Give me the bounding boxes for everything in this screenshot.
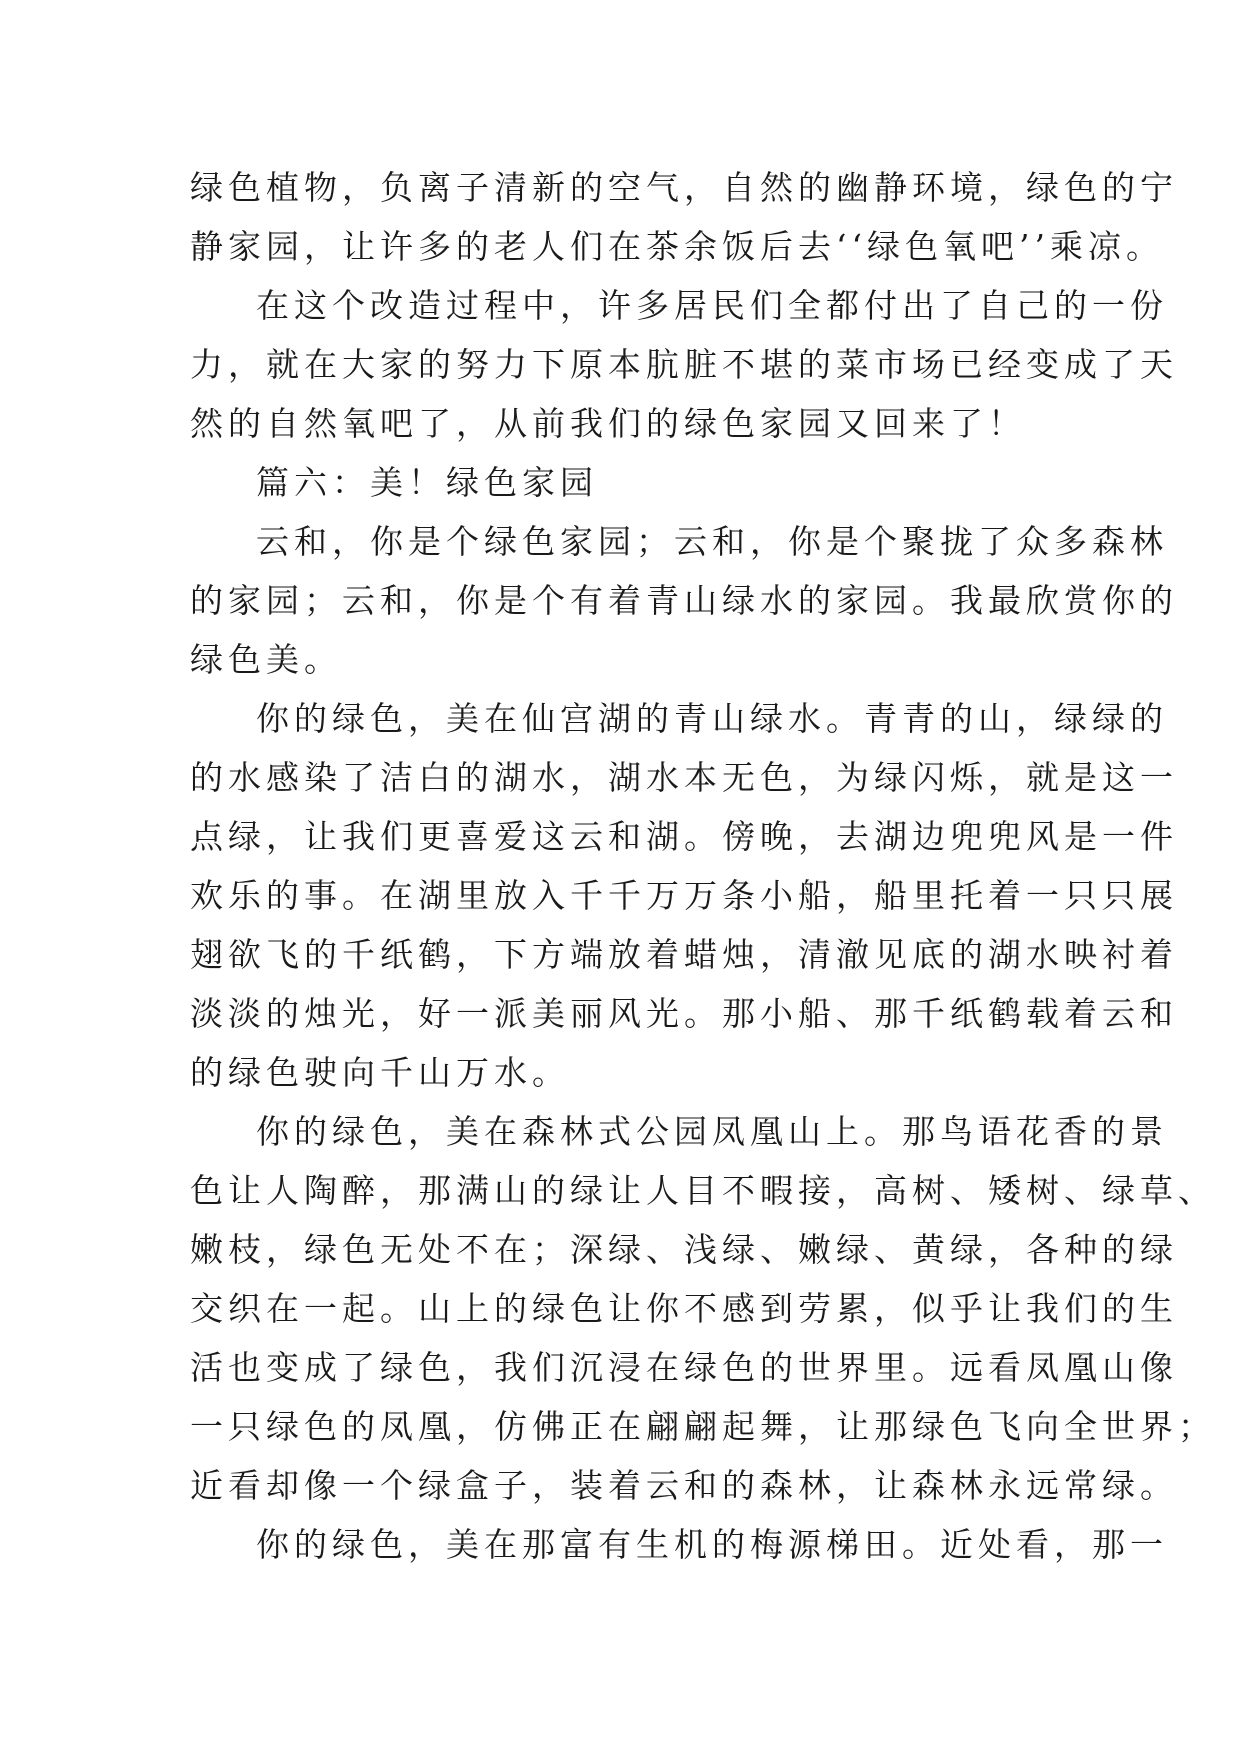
text-line: 淡淡的烛光，好一派美丽风光。那小船、那千纸鹤载着云和 xyxy=(190,994,1178,1033)
text-line: 点绿，让我们更喜爱这云和湖。傍晚，去湖边兜兜风是一件 xyxy=(190,817,1178,856)
text-line: 绿色美。 xyxy=(190,640,342,679)
text-line: 近看却像一个绿盒子，装着云和的森林，让森林永远常绿。 xyxy=(190,1466,1178,1505)
paragraph-start-line: 你的绿色，美在森林式公园凤凰山上。那鸟语花香的景 xyxy=(256,1112,1168,1151)
paragraph-start-line: 在这个改造过程中，许多居民们全都付出了自己的一份 xyxy=(256,286,1168,325)
paragraph-start-line: 你的绿色，美在仙宫湖的青山绿水。青青的山，绿绿的 xyxy=(256,699,1168,738)
document-page xyxy=(190,158,1216,1574)
text-line: 的家园；云和，你是个有着青山绿水的家园。我最欣赏你的 xyxy=(190,581,1178,620)
text-line: 色让人陶醉，那满山的绿让人目不暇接，高树、矮树、绿草、 xyxy=(190,1171,1216,1210)
text-line: 静家园，让许多的老人们在茶余饭后去‘‘绿色氧吧’’乘凉。 xyxy=(190,227,1164,266)
text-line: 嫩枝，绿色无处不在；深绿、浅绿、嫩绿、黄绿，各种的绿 xyxy=(190,1230,1178,1269)
text-line: 的水感染了洁白的湖水，湖水本无色，为绿闪烁，就是这一 xyxy=(190,758,1178,797)
text-line: 一只绿色的凤凰，仿佛正在翩翩起舞，让那绿色飞向全世界； xyxy=(190,1407,1216,1446)
text-line: 的绿色驶向千山万水。 xyxy=(190,1053,570,1092)
text-line: 活也变成了绿色，我们沉浸在绿色的世界里。远看凤凰山像 xyxy=(190,1348,1178,1387)
text-line: 绿色植物，负离子清新的空气，自然的幽静环境，绿色的宁 xyxy=(190,168,1178,207)
paragraph-start-line: 云和，你是个绿色家园；云和，你是个聚拢了众多森林 xyxy=(256,522,1168,561)
section-heading: 篇六：美！绿色家园 xyxy=(256,463,598,502)
text-line: 翅欲飞的千纸鹤，下方端放着蜡烛，清澈见底的湖水映衬着 xyxy=(190,935,1178,974)
text-line: 力，就在大家的努力下原本肮脏不堪的菜市场已经变成了天 xyxy=(190,345,1178,384)
text-line: 交织在一起。山上的绿色让你不感到劳累，似乎让我们的生 xyxy=(190,1289,1178,1328)
text-line: 然的自然氧吧了，从前我们的绿色家园又回来了！ xyxy=(190,404,1026,443)
text-line: 欢乐的事。在湖里放入千千万万条小船，船里托着一只只展 xyxy=(190,876,1178,915)
paragraph-start-line: 你的绿色，美在那富有生机的梅源梯田。近处看，那一 xyxy=(256,1525,1168,1564)
